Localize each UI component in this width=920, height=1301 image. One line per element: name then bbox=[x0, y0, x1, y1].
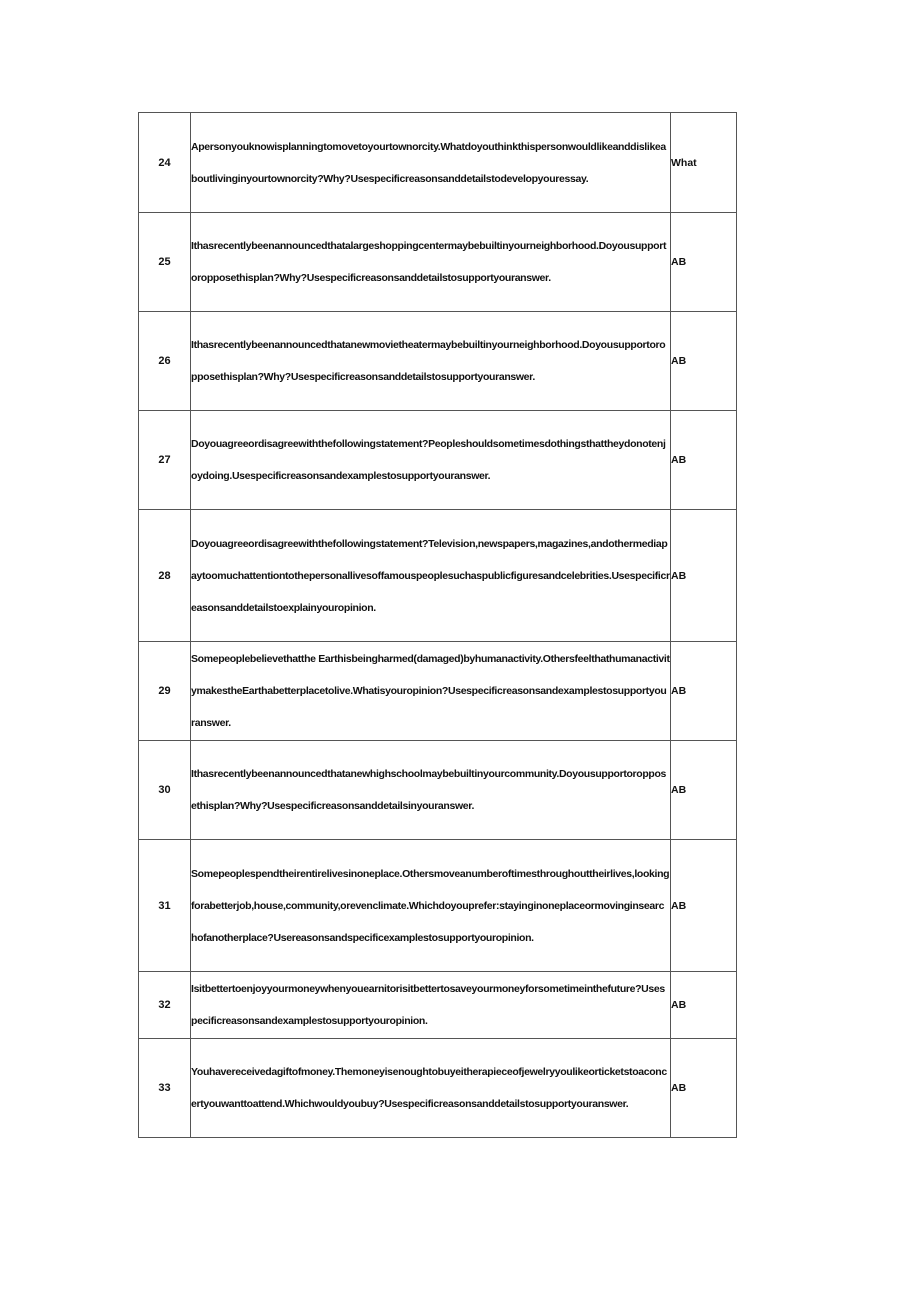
essay-topics-table bbox=[138, 112, 737, 1138]
topic-type: AB bbox=[671, 1039, 737, 1138]
table-row bbox=[139, 312, 737, 411]
topic-text: Somepeoplebelievethatthe Earthisbeingharmed(damaged)byhumanactivity.OthersfeelthathumanactivitymakestheEarthabetterplacetolive.Whatisyouropinion?Usespecificreasonsandexamplestosupportyouranswer. bbox=[191, 642, 671, 741]
topic-type: AB bbox=[671, 972, 737, 1039]
table-row bbox=[139, 1039, 737, 1138]
topic-type: AB bbox=[671, 510, 737, 642]
topic-number: 24 bbox=[139, 113, 191, 213]
topic-number: 26 bbox=[139, 312, 191, 411]
topic-text: Ithasrecentlybeenannouncedthatalargeshoppingcentermaybebuiltinyourneighborhood.Doyousupportoropposethisplan?Why?Usespecificreasonsanddetailstosupportyouranswer. bbox=[191, 213, 671, 312]
topic-text: Youhavereceivedagiftofmoney.Themoneyisenoughtobuyeitherapieceofjewelryyoulikeorticketstoaconcertyouwanttoattend.Whichwouldyoubuy?Usespecificreasonsanddetailstosupportyouranswer. bbox=[191, 1039, 671, 1138]
topic-type: AB bbox=[671, 840, 737, 972]
table-row bbox=[139, 840, 737, 972]
topic-type: AB bbox=[671, 411, 737, 510]
table-row bbox=[139, 510, 737, 642]
topic-number: 29 bbox=[139, 642, 191, 741]
topic-text: Apersonyouknowisplanningtomovetoyourtownorcity.Whatdoyouthinkthispersonwouldlikeanddislikeaboutlivinginyourtownorcity?Why?Usespecificreasonsanddetailstodevelopyouressay. bbox=[191, 113, 671, 213]
topic-number: 33 bbox=[139, 1039, 191, 1138]
topic-text: Somepeoplespendtheirentirelivesinoneplace.Othersmoveanumberoftimesthroughouttheirlives,lookingforabetterjob,house,community,orevenclimate.Whichdoyouprefer:stayinginoneplaceormovinginsearchofanotherplace?Usereasonsandspecificexamplestosupportyouropinion. bbox=[191, 840, 671, 972]
topic-text: Isitbettertoenjoyyourmoneywhenyouearnitorisitbettertosaveyourmoneyforsometimeinthefuture?Usespecificreasonsandexamplestosupportyouropinion. bbox=[191, 972, 671, 1039]
topic-number: 28 bbox=[139, 510, 191, 642]
table-row bbox=[139, 642, 737, 741]
topic-type: AB bbox=[671, 741, 737, 840]
table-row bbox=[139, 741, 737, 840]
topic-type: What bbox=[671, 113, 737, 213]
table-row bbox=[139, 411, 737, 510]
topic-text: Ithasrecentlybeenannouncedthatanewhighschoolmaybebuiltinyourcommunity.Doyousupportoropposethisplan?Why?Usespecificreasonsanddetailsinyouranswer. bbox=[191, 741, 671, 840]
topic-number: 32 bbox=[139, 972, 191, 1039]
topic-type: AB bbox=[671, 213, 737, 312]
topic-number: 27 bbox=[139, 411, 191, 510]
topic-number: 25 bbox=[139, 213, 191, 312]
table-row bbox=[139, 113, 737, 213]
topic-number: 31 bbox=[139, 840, 191, 972]
topic-text: Ithasrecentlybeenannouncedthatanewmovietheatermaybebuiltinyourneighborhood.Doyousupportoropposethisplan?Why?Usespecificreasonsanddetailstosupportyouranswer. bbox=[191, 312, 671, 411]
table-row bbox=[139, 972, 737, 1039]
topic-number: 30 bbox=[139, 741, 191, 840]
table-row bbox=[139, 213, 737, 312]
topic-text: Doyouagreeordisagreewiththefollowingstatement?Peopleshouldsometimesdothingsthattheydonotenjoydoing.Usespecificreasonsandexamplestosupportyouranswer. bbox=[191, 411, 671, 510]
topic-type: AB bbox=[671, 312, 737, 411]
topic-type: AB bbox=[671, 642, 737, 741]
topic-text: Doyouagreeordisagreewiththefollowingstatement?Television,newspapers,magazines,andothermediapaytoomuchattentiontothepersonallivesoffamouspeoplesuchaspublicfiguresandcelebrities.Usespecificreasonsanddetailstoexplainyouropinion. bbox=[191, 510, 671, 642]
